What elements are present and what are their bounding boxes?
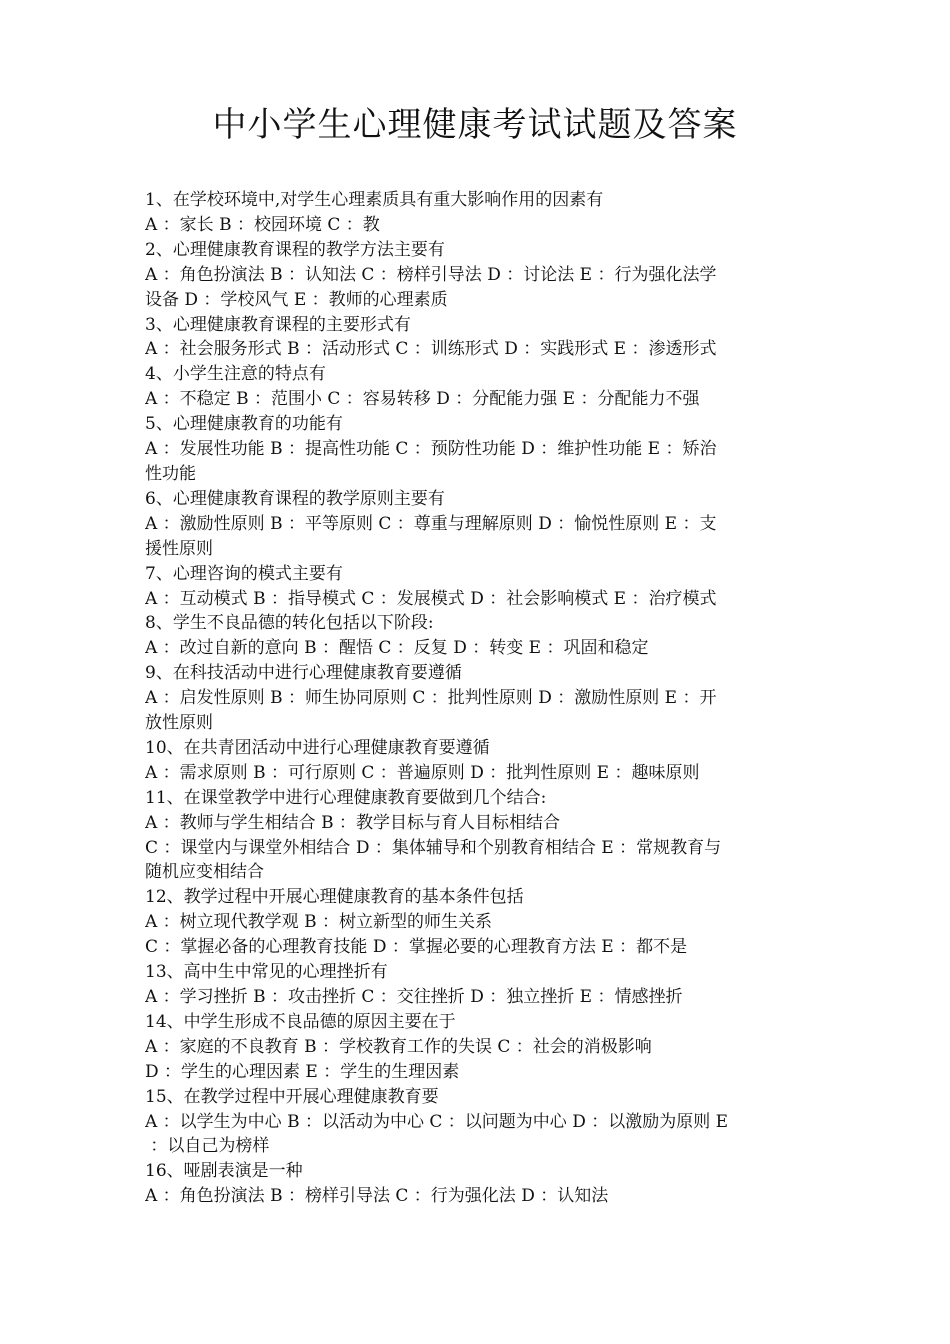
text-line: 随机应变相结合 <box>145 862 264 883</box>
text-line: 7、心理咨询的模式主要有 <box>145 563 343 584</box>
text-line: 6、心理健康教育课程的教学原则主要有 <box>145 488 445 509</box>
text-line: 4、小学生注意的特点有 <box>145 364 326 385</box>
text-line: C ：掌握必备的心理教育技能 D ：掌握必要的心理教育方法 E ：都不是 <box>145 937 688 958</box>
text-line: 16、哑剧表演是一种 <box>145 1161 303 1182</box>
text-line: A ：互动模式 B ：指导模式 C ：发展模式 D ：社会影响模式 E ：治疗模式 <box>145 588 717 609</box>
text-line: A ：角色扮演法 B ：榜样引导法 C ：行为强化法 D ：认知法 <box>145 1186 609 1207</box>
text-line: 15、在教学过程中开展心理健康教育要 <box>145 1086 439 1107</box>
text-line: A ：需求原则 B ：可行原则 C ：普遍原则 D ：批判性原则 E ：趣味原则 <box>145 762 700 783</box>
text-line: A ：学习挫折 B ：攻击挫折 C ：交往挫折 D ：独立挫折 E ：情感挫折 <box>145 987 683 1007</box>
text-line: 援性原则 <box>145 538 213 559</box>
text-line: 13、高中生中常见的心理挫折有 <box>145 962 388 983</box>
text-line: 14、中学生形成不良品德的原因主要在于 <box>145 1011 456 1032</box>
page-title: 中小学生心理健康考试试题及答案 <box>212 105 738 145</box>
text-line: A ：激励性原则 B ：平等原则 C ：尊重与理解原则 D ：愉悦性原则 E ：支 <box>145 513 717 534</box>
text-line: C ：课堂内与课堂外相结合 D ：集体辅导和个别教育相结合 E ：常规教育与 <box>145 837 722 858</box>
text-line: A ：启发性原则 B ：师生协同原则 C ：批判性原则 D ：激励性原则 E ：开 <box>145 688 717 709</box>
text-line: 9、在科技活动中进行心理健康教育要遵循 <box>145 663 462 684</box>
text-line: 3、心理健康教育课程的主要形式有 <box>145 314 411 335</box>
text-line: 放性原则 <box>145 713 213 734</box>
text-line: A ：树立现代教学观 B ：树立新型的师生关系 <box>145 912 492 933</box>
text-line: A ：家长 B ：校园环境 C ：教 <box>145 214 380 235</box>
text-line: A ：以学生为中心 B ：以活动为中心 C ：以问题为中心 D ：以激励为原则 E <box>145 1111 729 1132</box>
text-line: 12、教学过程中开展心理健康教育的基本条件包括 <box>145 887 524 908</box>
text-line: 8、学生不良品德的转化包括以下阶段: <box>145 613 434 634</box>
text-line: A ：社会服务形式 B ：活动形式 C ：训练形式 D ：实践形式 E ：渗透形式 <box>145 339 717 360</box>
text-line: 10、在共青团活动中进行心理健康教育要遵循 <box>145 737 490 758</box>
text-line: 2、心理健康教育课程的教学方法主要有 <box>145 239 445 260</box>
text-line: 1、在学校环境中,对学生心理素质具有重大影响作用的因素有 <box>145 190 604 210</box>
text-line: A ：不稳定 B ：范围小 C ：容易转移 D ：分配能力强 E ：分配能力不强 <box>145 389 700 410</box>
text-line: A ：改过自新的意向 B ：醒悟 C ：反复 D ：转变 E ：巩固和稳定 <box>145 638 649 659</box>
text-line: A ：角色扮演法 B ：认知法 C ：榜样引导法 D ：讨论法 E ：行为强化法学 <box>145 264 717 285</box>
text-line: D ：学生的心理因素 E ：学生的生理因素 <box>145 1061 460 1082</box>
document-body <box>145 188 810 1209</box>
text-line: 5、心理健康教育的功能有 <box>145 414 343 435</box>
text-line: ：以自己为榜样 <box>145 1136 270 1157</box>
text-line: A ：教师与学生相结合 B ：教学目标与育人目标相结合 <box>145 812 560 833</box>
text-line: 性功能 <box>145 463 196 484</box>
text-line: 11、在课堂教学中进行心理健康教育要做到几个结合: <box>145 787 547 808</box>
text-line: A ：家庭的不良教育 B ：学校教育工作的失误 C ：社会的消极影响 <box>145 1036 652 1057</box>
text-line: A ：发展性功能 B ：提高性功能 C ：预防性功能 D ：维护性功能 E ：矫治 <box>145 439 717 460</box>
text-line: 设备 D ：学校风气 E ：教师的心理素质 <box>145 289 448 310</box>
